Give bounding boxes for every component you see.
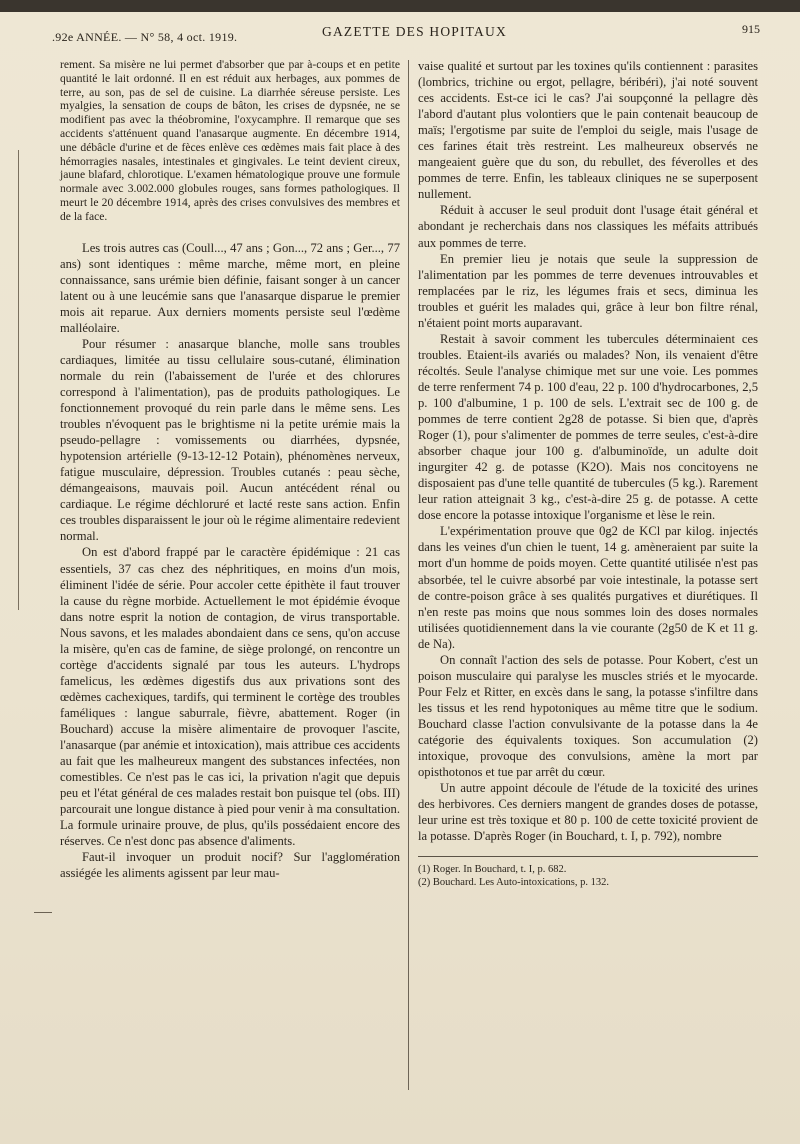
journal-title: GAZETTE DES HOPITAUX bbox=[322, 24, 507, 39]
margin-dash bbox=[34, 912, 52, 913]
paragraph: On connaît l'action des sels de potasse. Pour Kobert, c'est un poison musculaire qui paralyse les muscles striés et le myocarde. Pour Felz et Ritter, en excès dans le sang, la potasse s'infiltre dans les tissus et les rend hypotoniques au même titre que le sodium. Bouchard classe l'action convulsivante de la potasse dans la 4e catégorie des équivalents toxiques. Son accumulation (2) intoxique, provoque des convulsions, amène la mort par opisthotonos et tue par arrêt du cœur. bbox=[418, 652, 758, 780]
footnote: (2) Bouchard. Les Auto-intoxications, p. 132. bbox=[418, 877, 610, 889]
margin-line bbox=[18, 150, 19, 610]
column-divider bbox=[408, 60, 409, 1090]
footnote-rule bbox=[418, 856, 758, 857]
paragraph: On est d'abord frappé par le caractère épidémique : 21 cas essentiels, 37 cas chez des néphritiques, en moins d'un mois, éliminent l'idée de série. Pour accoler cette épithète il faut trouver la cause du règne morbide. Actuellement le mot épidémie évoque dans notre esprit la notion de contagion, de virus transportable. Nous savons, et les malades abondaient dans ce sens, qu'on accuse la misère, qu'en cas de famine, de siège prolongé, on rencontre un cortège d'accidents signalé par tous les auteurs. L'hydrops famelicus, les œdèmes digestifs dus aux privations sont des œdèmes cachexiques, tardifs, qui terminent le cortège des troubles faméliques : langue saburrale, fièvre, abattement. Roger (in Bouchard) accuse la misère alimentaire de provoquer l'ascite, l'anasarque (par anémie et intoxication), mais attribue ces accidents au fait que les malheureux mangent des substances infectées, non comestibles. Ce n'est pas le cas ici, la privation n'agit que depuis peu et l'état général de ces malades restait bon puisque tel (obs. III) parcourait une longue distance à pied pour venir à ma consultation. La formule urinaire prouve, de plus, qu'ils possédaient encore des réserves. Ce n'est donc pas absence d'aliments. bbox=[60, 545, 400, 849]
right-column bbox=[418, 58, 758, 889]
paragraph: rement. Sa misère ne lui permet d'absorber que par à-coups et en petite quantité le lait ordonné. Il en est réduit aux herbages, aux pommes de terre, au son, pas de sel de cuisine. La diarrhée séreuse persiste. Les myalgies, la sensation de coups de bâton, les crises de dypsnée, ne se modifient pas avec la théobromine, l'oxycamphre. Il remarque que ses accidents s'atténuent quand l'anasarque augmente. En décembre 1914, une débâcle d'urine et de fèces enlève ces œdèmes mais fait place à des hémorragies nasales, intestinales et gingivales. Le teint devient cireux, jaune blafard, chlorotique. L'examen hématologique prouve une formule normale avec 3.002.000 globules rouges, sans formes pathologiques. Il meurt le 20 décembre 1914, après des crises convulsives des membres et de la face. bbox=[60, 58, 400, 223]
page-number: 915 bbox=[742, 22, 760, 36]
paragraph: Faut-il invoquer un produit nocif? Sur l'agglomération assiégée les aliments agissent par leur mau- bbox=[60, 850, 400, 881]
paragraph: vaise qualité et surtout par les toxines qu'ils contiennent : parasites (lombrics, trichine ou ergot, pellagre, béribéri), j'ai noté souvent ces accidents. Est-ce ici le cas? J'ai soupçonné la pellagre dès l'abord d'autant plus volontiers que le pain contenait beaucoup de maïs; l'ergotisme par suite de l'emploi du seigle, mais l'usage de ces farines était très restreint. Les malheureux observés ne mangeaient guère que du son, du rebullet, des féverolles et des pommes de terre. Enfin, les tableaux cliniques ne se superposent nullement. bbox=[418, 59, 758, 202]
page-header bbox=[52, 22, 760, 48]
left-column bbox=[60, 58, 400, 881]
paragraph: L'expérimentation prouve que 0g2 de KCl par kilog. injectés dans les veines d'un chien le tuent, 14 g. amèneraient par suite la mort d'un homme de poids moyen. Cette quantité utilisée n'est pas absorbée, tel le cuivre absorbé par voie intestinale, la potasse sert de contre-poison grâce à ses qualités purgatives et diurétiques. Il n'en reste pas moins que nous sommes loin des doses normales utilisées quotidiennement dans la vie courante (2g50 de K et 11 g. de Na). bbox=[418, 524, 758, 651]
issue-info: .92e ANNÉE. — N° 58, 4 oct. 1919. bbox=[52, 30, 238, 44]
scan-border bbox=[0, 0, 800, 12]
paragraph: Les trois autres cas (Coull..., 47 ans ; Gon..., 72 ans ; Ger..., 77 ans) sont identiques : même marche, même mort, en pleine connaissance, sans urémie bien définie, faisant songer à un cancer latent ou à une leucémie sans que l'anasarque disparue le premier mois ait reparue. Aux derniers moments persiste seul l'œdème malléolaire. bbox=[60, 240, 400, 335]
paragraph: Pour résumer : anasarque blanche, molle sans troubles cardiaques, limitée au tissu cellulaire sous-cutané, élimination normale du rein (l'abaissement de l'urée et des chlorures correspond à l'alimentation), pas de produits pathologiques. Le fonctionnement provoqué du rein parle dans le même sens. Les troubles n'évoquent pas le brightisme ni la petite urémie mais la pseudo-pellagre : vomissements ou diarrhées, dypsnée, hypotension artérielle (9-13-12-12 Potain), phénomènes nerveux, fatigue musculaire, dépression. Troubles cutanés : peau sèche, démangeaisons, mauvais poil. Aucun antécédent rénal ou cardiaque. Le régime déchloruré et lacté reste sans action. Enfin ces troubles disparaissent le jour où le régime alimentaire redevient normal. bbox=[60, 336, 400, 544]
paragraph: Réduit à accuser le seul produit dont l'usage était général et abondant je recherchais dans nos classiques les méfaits attribués aux pommes de terre. bbox=[418, 203, 758, 250]
paragraph: Restait à savoir comment les tubercules déterminaient ces troubles. Etaient-ils avariés ou malades? Non, ils venaient d'être récoltés. Seule l'analyse chimique met sur une voie. Les pommes de terre renferment 74 p. 100 d'eau, 22 p. 100 d'hydrocarbones, 2,5 p. 100 d'albumine, 1 p. 100 de sels. L'extrait sec de 100 g. de pommes de terre contient 2g28 de potasse. Si bien que, d'après Roger (1), pour s'alimenter de pommes de terre seules, c'est-à-dire absorber chaque jour 100 g. d'albuminoïde, un adulte doit ingurgiter 42 g. de potasse (K2O). Mais nos concitoyens ne disposaient pas d'une telle quantité de tubercules (5 kg.). Rarement leur ration atteignait 3 kg., c'est-à-dire 25 g. de potasse. A cette dose encore la potasse intoxique l'organisme et lèse le rein. bbox=[418, 331, 758, 523]
footnote: (1) Roger. In Bouchard, t. I, p. 682. bbox=[418, 864, 567, 876]
paragraph: Un autre appoint découle de l'étude de la toxicité des urines des herbivores. Ces derniers mangent de grandes doses de potasse, leur urine est très toxique et 80 p. 100 de cette toxicité provient de la potasse. D'après Roger (in Bouchard, t. I, p. 792), nombre bbox=[418, 781, 758, 844]
paragraph: En premier lieu je notais que seule la suppression de l'alimentation par les pommes de terre devenues introuvables et remplacées par le riz, les légumes frais et secs, diminua les troubles et guérit les malades qui, grâce à leur bon filtre rénal, n'étaient point morts auparavant. bbox=[418, 251, 758, 330]
